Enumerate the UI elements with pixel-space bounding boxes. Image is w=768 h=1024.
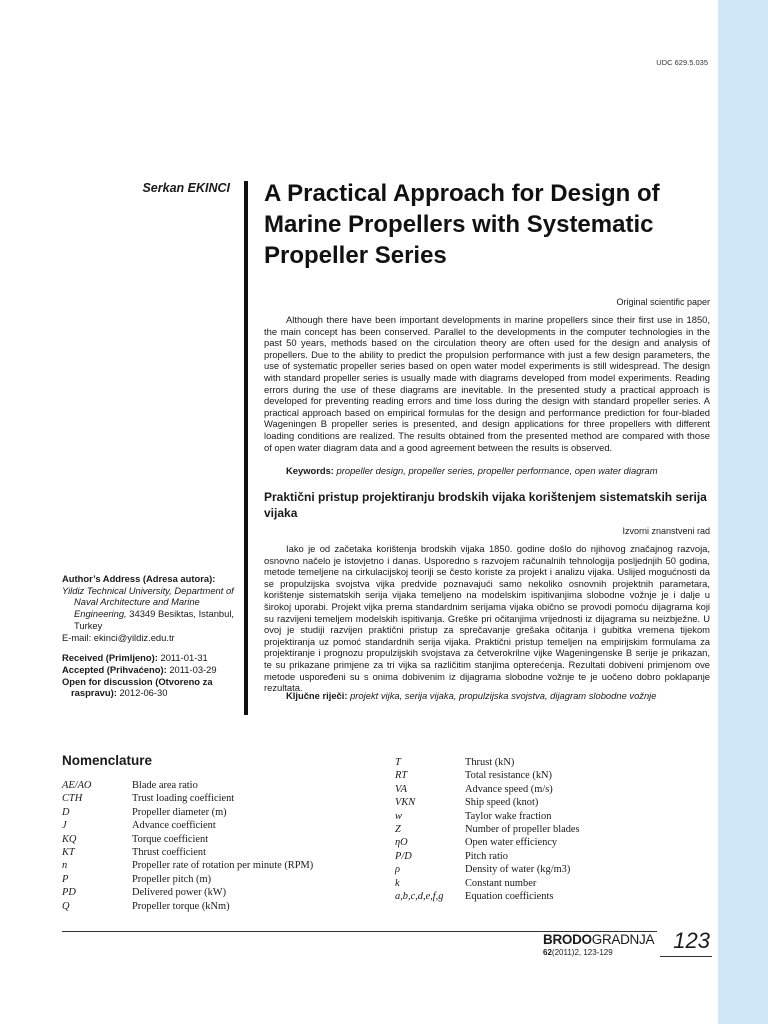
nomenclature-definition: Propeller rate of rotation per minute (RPM) bbox=[132, 860, 314, 872]
volume-number: 62 bbox=[543, 948, 552, 957]
nomenclature-definition: Advance coefficient bbox=[132, 820, 216, 832]
nomenclature-symbol: k bbox=[395, 877, 400, 889]
nomenclature-symbol: VKN bbox=[395, 797, 416, 809]
nomenclature-row bbox=[62, 792, 382, 805]
journal-logo bbox=[543, 932, 654, 947]
keywords bbox=[264, 465, 710, 476]
nomenclature-list-right bbox=[395, 756, 715, 903]
street-address: 34349 Besiktas, Istanbul, Turkey bbox=[74, 608, 235, 631]
accepted-label: Accepted (Prihvaćeno): bbox=[62, 663, 167, 675]
nomenclature-symbol: KQ bbox=[62, 833, 77, 845]
abstract: Although there have been important developments in marine propellers since their first use in 1850, the main concept has been conserved. Parallel to the developments in the computer technologies in the past 50 years, methods based on the circulation theory are often used for the design and analysis of propellers. Due to the ability to predict the propulsion performance with just a few design parameters, the use of systematic propeller series based on open water model experiments is still widespread. The design with standard propeller series is usually made with diagrams developed from model experiments. Reading errors during the use of these diagrams are inevitable. In the presented study a practical approach is developed for preventing reading errors and time loss during the design with standard propeller series. A practical approach based on empirical formulas for the design and performance prediction for four-bladed Wageningen B propeller series is presented, and design applications for three propellers with different loading conditions are realized. The results obtained from the presented method are compared with those of open water diagram data and a good agreement between the results is observed. bbox=[264, 314, 710, 453]
nomenclature-definition: Blade area ratio bbox=[132, 780, 198, 791]
croatian-abstract: Iako je od začetaka korištenja brodskih vijaka 1850. godine došlo do njihovog značajnog razvoja, osnovno načelo je istovjetno i danas. Usporedno s razvojem računalnih tehnologija posljednjih 50 godina, metode temeljene na cirkulacijskoj teoriji se često koriste za projekt i analizu vijaka. Uslijed mogućnosti da se propulzijska svojstva vijka predvide poznavajući samo nekoliko osnovnih projektnih parametara, korištenje sistematskih serija vijaka temeljeno na modelskim ispitivanjima slobodne vožnje je i dalje u širokoj uporabi. Projekt vijka prema standardnim serijama vijaka obično se provodi pomoću dijagrama koji su razvijeni temeljem modelskih ispitivanja. Greške pri očitanjima vrijednosti iz dijagrama su neizbježne. U ovoj je studiji razvijen praktični pristup za sprečavanje grešaka očitanja i gubitka vremena tijekom projektiranja uz pomoć standardnih serija vijaka. Praktični pristup temeljen na empirijskim formulama za projektiranje i prognozu propulzijskih svojstava za četverokrilne vijke Wageningenske B serije je prikazan, te su prikazane primjene za tri vijka sa različitim stanjima opterećenja. Rezultati dobiveni primjenom ove metode uspoređeni su s onima dobivenim iz dijagrama slobodne vožnje te je uočeno dobro poklapanje rezultata. bbox=[264, 543, 710, 694]
nomenclature-row bbox=[395, 823, 715, 836]
nomenclature-symbol: AE/AO bbox=[62, 780, 92, 791]
affiliation-text: Yildiz Technical University, Department of Naval Architecture and Marine Engineering, bbox=[62, 584, 234, 620]
address-label: Author’s Address (Adresa autora): bbox=[62, 573, 216, 584]
nomenclature-definition: Ship speed (knot) bbox=[465, 797, 539, 809]
nomenclature-row bbox=[62, 846, 382, 859]
paper-type: Original scientific paper bbox=[616, 297, 710, 307]
nomenclature-definition: Propeller torque (kNm) bbox=[132, 900, 230, 912]
nomenclature-definition: Trust loading coefficient bbox=[132, 793, 235, 805]
nomenclature-symbol: PD bbox=[62, 887, 76, 899]
issue-pages: (2011)2, 123-129 bbox=[551, 948, 613, 957]
nomenclature-row bbox=[395, 769, 715, 782]
journal-logo-light: GRADNJA bbox=[591, 932, 655, 947]
page-number: 123 bbox=[673, 928, 710, 953]
accepted-date bbox=[62, 664, 240, 676]
croatian-title: Praktični pristup projektiranju brodskih vijaka korištenjem sistematskih serija vijaka bbox=[264, 490, 707, 520]
issue-info bbox=[543, 948, 613, 957]
accepted-value: 2011-03-29 bbox=[169, 663, 217, 675]
nomenclature-heading: Nomenclature bbox=[62, 753, 153, 768]
nomenclature-symbol: Z bbox=[395, 823, 401, 835]
nomenclature-row bbox=[62, 833, 382, 846]
nomenclature-symbol: T bbox=[395, 757, 401, 768]
nomenclature-symbol: ρ bbox=[395, 864, 400, 876]
nomenclature-row bbox=[395, 756, 715, 769]
nomenclature-symbol: CTH bbox=[62, 793, 83, 805]
journal-logo-bold: BRODO bbox=[543, 932, 592, 947]
nomenclature-definition: Taylor wake fraction bbox=[465, 810, 552, 822]
title-divider bbox=[244, 181, 248, 715]
nomenclature-definition: Thrust (kN) bbox=[465, 757, 515, 768]
nomenclature-row bbox=[395, 783, 715, 796]
author-name: Serkan EKINCI bbox=[142, 181, 230, 195]
nomenclature-symbol: KT bbox=[62, 846, 75, 858]
nomenclature-row bbox=[395, 850, 715, 863]
nomenclature-row bbox=[62, 886, 382, 899]
author-email: E-mail: ekinci@yildiz.edu.tr bbox=[62, 631, 175, 643]
nomenclature-symbol: Q bbox=[62, 900, 70, 912]
page-number-rule bbox=[660, 956, 712, 957]
nomenclature-row bbox=[62, 900, 382, 913]
nomenclature-definition: Density of water (kg/m3) bbox=[465, 864, 571, 876]
nomenclature-row bbox=[395, 810, 715, 823]
nomenclature-row bbox=[395, 796, 715, 809]
nomenclature-row bbox=[62, 859, 382, 872]
nomenclature-row bbox=[62, 873, 382, 886]
nomenclature-definition: Pitch ratio bbox=[465, 850, 508, 862]
discussion-date bbox=[62, 676, 240, 699]
nomenclature-symbol: w bbox=[395, 810, 402, 822]
nomenclature-row bbox=[62, 806, 382, 819]
nomenclature-definition: Open water efficiency bbox=[465, 837, 558, 849]
nomenclature-definition: Propeller pitch (m) bbox=[132, 873, 212, 885]
nomenclature-symbol: a,b,c,d,e,f,g bbox=[395, 890, 444, 902]
affiliation bbox=[62, 585, 240, 632]
croatian-paper-type: Izvorni znanstveni rad bbox=[622, 526, 710, 536]
nomenclature-row bbox=[62, 779, 382, 792]
received-date bbox=[62, 652, 240, 664]
author-address-block bbox=[62, 573, 240, 699]
nomenclature-definition: Propeller diameter (m) bbox=[132, 806, 227, 818]
croatian-keywords-value: projekt vijka, serija vijaka, propulzijska svojstva, dijagram slobodne vožnje bbox=[350, 690, 657, 701]
paper-title: A Practical Approach for Design of Marine Propellers with Systematic Propeller Series bbox=[264, 180, 660, 269]
nomenclature-symbol: P bbox=[62, 873, 69, 885]
croatian-keywords bbox=[264, 690, 710, 701]
keywords-value: propeller design, propeller series, propeller performance, open water diagram bbox=[336, 465, 658, 476]
discussion-value: 2012-06-30 bbox=[119, 687, 168, 699]
received-label: Received (Primljeno): bbox=[62, 652, 158, 664]
nomenclature-symbol: VA bbox=[395, 783, 407, 795]
nomenclature-definition: Constant number bbox=[465, 877, 537, 889]
nomenclature-symbol: J bbox=[62, 820, 67, 832]
nomenclature-symbol: n bbox=[62, 860, 68, 872]
nomenclature-row bbox=[395, 877, 715, 890]
nomenclature-row bbox=[395, 863, 715, 876]
nomenclature-definition: Total resistance (kN) bbox=[465, 770, 552, 782]
nomenclature-row bbox=[395, 836, 715, 849]
nomenclature-row bbox=[395, 890, 715, 903]
nomenclature-definition: Thrust coefficient bbox=[132, 846, 206, 858]
nomenclature-symbol: D bbox=[62, 806, 70, 818]
nomenclature-definition: Delivered power (kW) bbox=[132, 887, 227, 899]
nomenclature-symbol: RT bbox=[395, 770, 408, 782]
nomenclature-list-left bbox=[62, 779, 382, 913]
dates-block bbox=[62, 652, 240, 699]
nomenclature-row bbox=[62, 819, 382, 832]
side-color-band bbox=[718, 0, 768, 1024]
udc-code: UDC 629.5.035 bbox=[656, 58, 708, 67]
nomenclature-definition: Number of propeller blades bbox=[465, 823, 580, 835]
nomenclature-definition: Advance speed (m/s) bbox=[465, 783, 553, 795]
keywords-label: Keywords: bbox=[286, 465, 334, 476]
croatian-keywords-label: Ključne riječi: bbox=[286, 690, 348, 701]
nomenclature-definition: Torque coefficient bbox=[132, 833, 209, 845]
nomenclature-symbol: ηO bbox=[395, 837, 408, 849]
discussion-label: Open for discussion (Otvoreno za raspravu): bbox=[62, 675, 213, 699]
nomenclature-symbol: P/D bbox=[395, 850, 412, 862]
received-value: 2011-01-31 bbox=[160, 652, 208, 664]
nomenclature-definition: Equation coefficients bbox=[465, 890, 554, 902]
